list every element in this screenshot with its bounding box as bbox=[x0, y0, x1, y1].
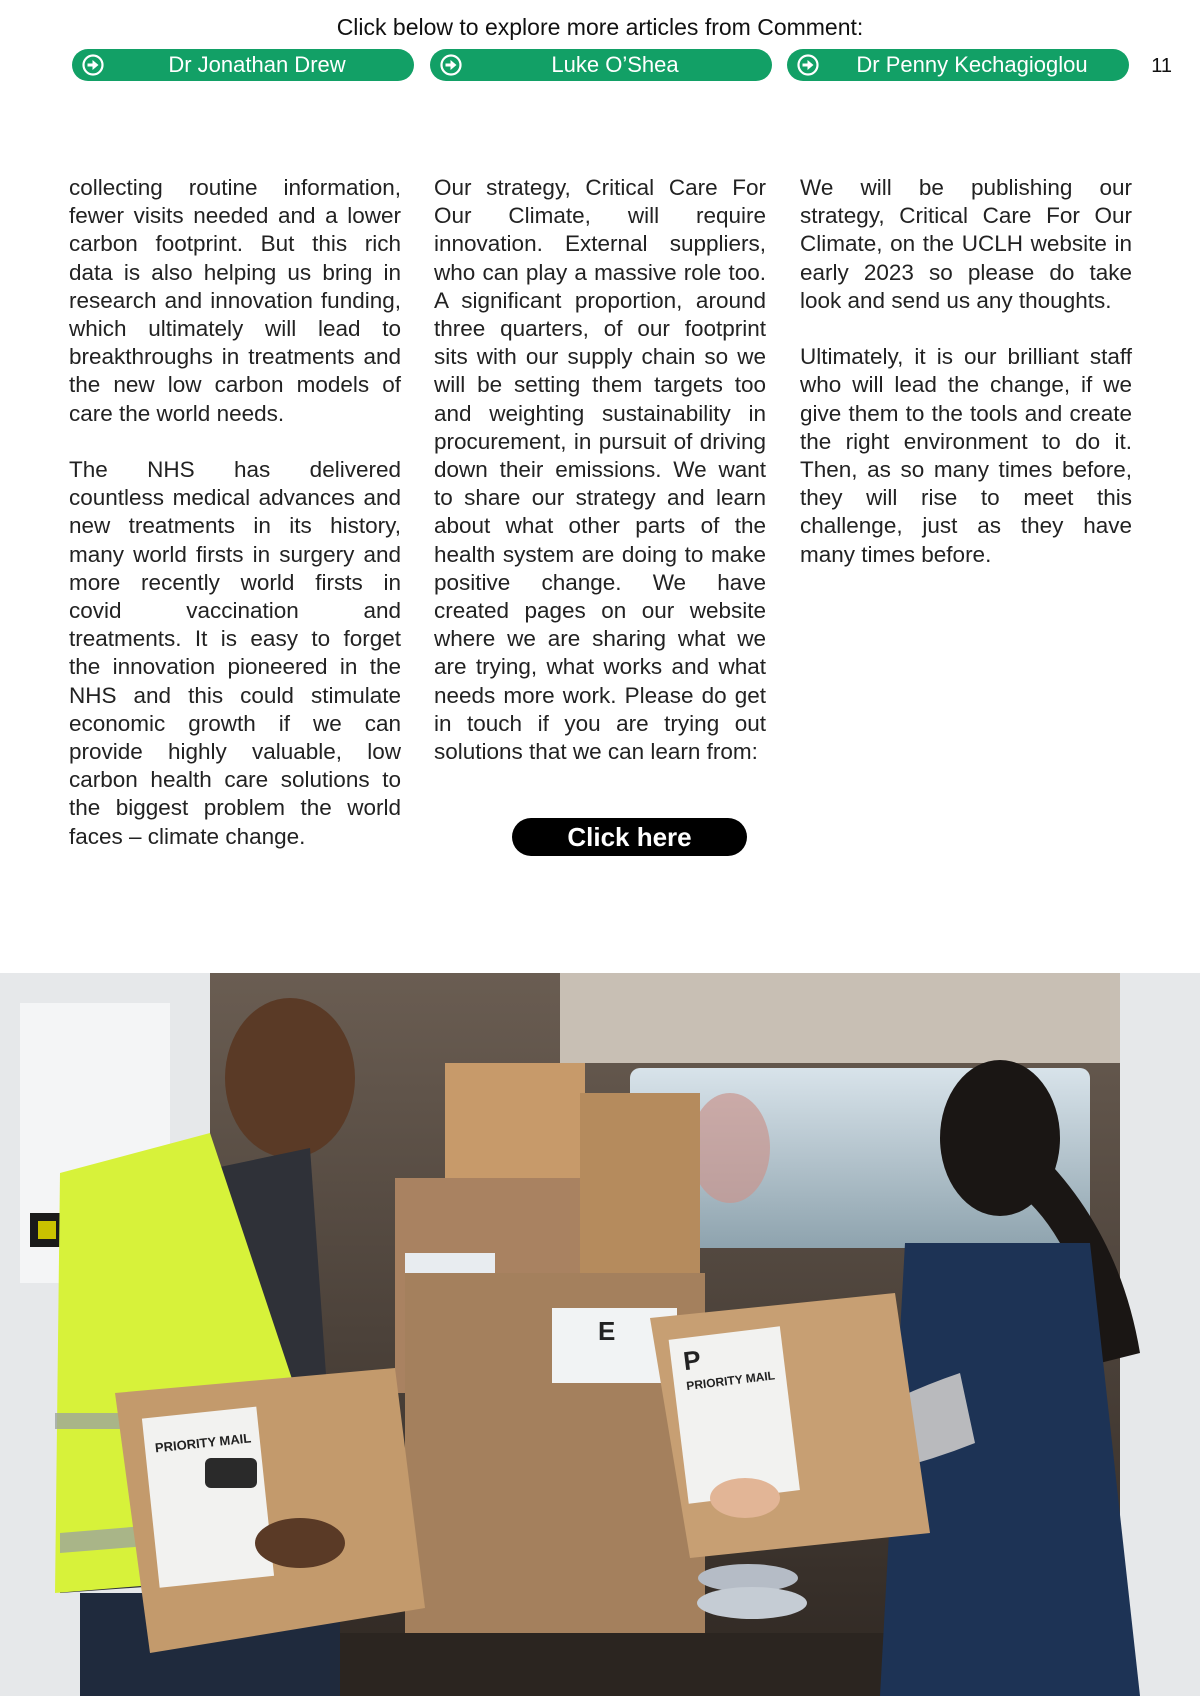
nav-link-jonathan-drew[interactable] bbox=[72, 49, 414, 81]
click-here-button[interactable]: Click here bbox=[512, 818, 747, 856]
paragraph: The NHS has delivered countless medical advances and new treatments in its history, many world firsts in surgery and more recently world firsts in covid vaccination and treatments. It is easy to forget the innovation pioneered in the NHS and this could stimulate economic growth if we can provide highly valuable, low carbon health care solutions to the biggest problem the world faces – climate change. bbox=[69, 457, 401, 849]
page-number: 11 bbox=[1151, 55, 1172, 77]
wristwatch bbox=[205, 1458, 257, 1488]
article-column-2 bbox=[434, 174, 766, 794]
box-label-priority-mail: PRIORITY MAIL bbox=[685, 1368, 776, 1394]
arrow-right-circle-icon bbox=[82, 54, 104, 76]
paragraph: Our strategy, Critical Care For Our Climate, will require innovation. External suppliers, who can play a massive role too. A significant proportion, around three quarters, of our footprint sits with our supply chain so we will be setting them targets too and weighting sustainability in procurement, in pursuit of driving down their emissions. We want to share our strategy and learn about what other parts of the health system are doing to make positive change. We have created pages on our website where we are sharing what we are trying, what works and what needs more work. Please do get in touch if you are trying out solutions that we can learn from: bbox=[434, 175, 766, 765]
cardboard-box bbox=[580, 1093, 700, 1273]
nav-link-penny-kechagioglou[interactable] bbox=[787, 49, 1129, 81]
paragraph: We will be publishing our strategy, Critical Care For Our Climate, on the UCLH website in early 2023 so please do take look and send us any thoughts. bbox=[800, 175, 1132, 313]
article-column-1 bbox=[69, 174, 401, 879]
man-head bbox=[225, 998, 355, 1158]
box-label-e: E bbox=[598, 1316, 616, 1346]
delivery-van-photo bbox=[0, 973, 1200, 1696]
arrow-right-circle-icon bbox=[797, 54, 819, 76]
nav-link-label: Dr Penny Kechagioglou bbox=[856, 52, 1088, 77]
nav-link-label: Dr Jonathan Drew bbox=[168, 52, 346, 77]
box-label-priority-mail: PRIORITY MAIL bbox=[154, 1430, 252, 1456]
nav-prompt: Click below to explore more articles from Comment: bbox=[336, 14, 864, 40]
paragraph: Ultimately, it is our brilliant staff who will lead the change, if we give them to the tools and create the right environment to do it. Then, as so many times before, they will rise to meet this challenge, just as they have many times before. bbox=[800, 344, 1132, 567]
box-label-p: P bbox=[681, 1344, 703, 1377]
nav-link-luke-oshea[interactable] bbox=[430, 49, 772, 81]
paragraph: collecting routine information, fewer visits needed and a lower carbon footprint. But this rich data is also helping us bring in research and innovation funding, which ultimately will lead to breakthroughs in treatments and the new low carbon models of care the world needs. bbox=[69, 175, 401, 426]
photo-illustration bbox=[0, 973, 1200, 1696]
article-column-3 bbox=[800, 174, 1132, 597]
nav-link-label: Luke O’Shea bbox=[551, 52, 679, 77]
arrow-right-circle-icon bbox=[440, 54, 462, 76]
shipping-label bbox=[142, 1407, 274, 1588]
